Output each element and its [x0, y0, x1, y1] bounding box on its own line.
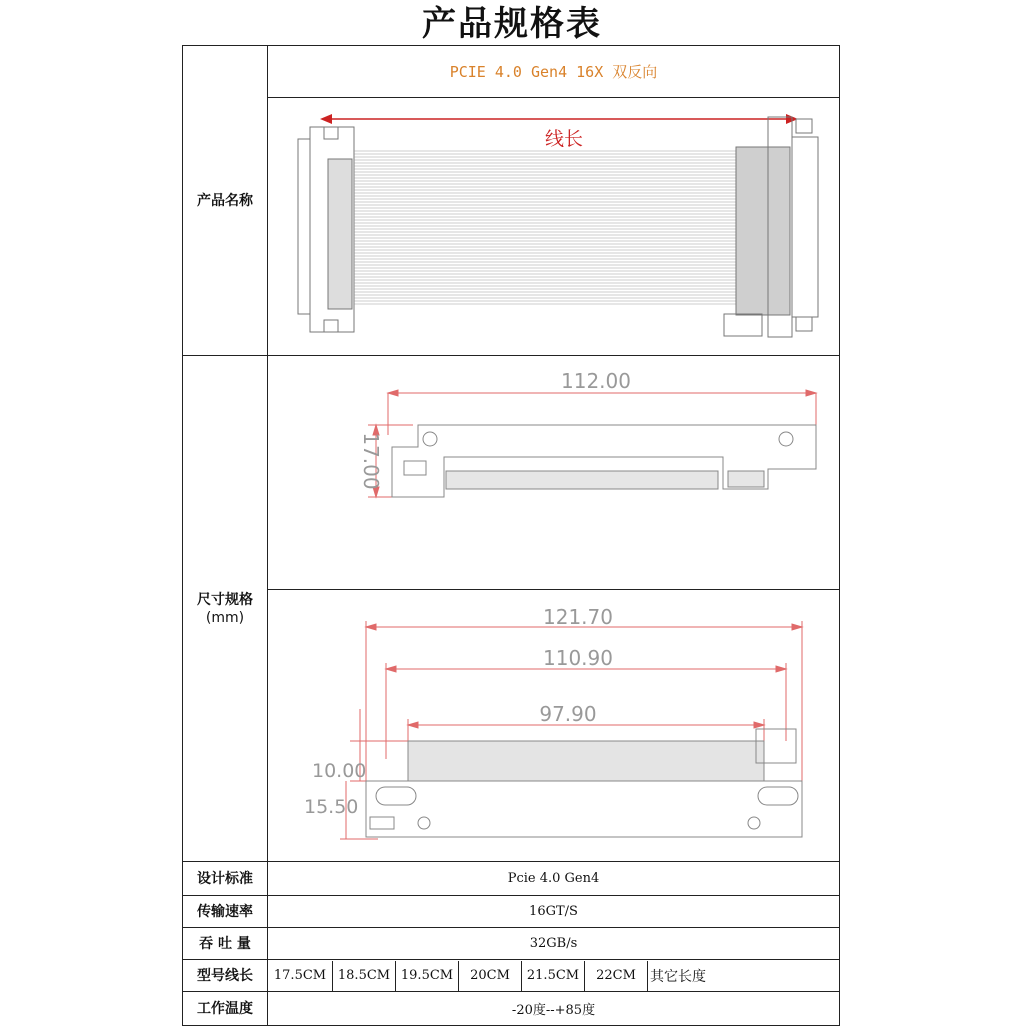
bottom-dimension-drawing	[268, 591, 840, 861]
product-name-value: PCIE 4.0 Gen4 16X 双反向	[268, 46, 840, 98]
throughput-label: 吞 吐 量	[183, 928, 268, 960]
product-name-label: 产品名称	[183, 46, 268, 356]
pcb-card-bottom	[366, 729, 802, 837]
width-dimension: 112.00	[561, 368, 631, 393]
model-length: 20CM	[459, 961, 522, 991]
page-title: 产品规格表	[422, 4, 602, 44]
left-connector	[298, 127, 354, 332]
slot-width-dimension: 97.90	[539, 701, 597, 726]
height-dimension: 17.00	[359, 431, 383, 490]
model-length: 18.5CM	[333, 961, 396, 991]
standard-label: 设计标准	[183, 862, 268, 896]
speed-value: 16GT/S	[268, 896, 840, 928]
model-length: 22CM	[585, 961, 648, 991]
cable-drawing	[268, 99, 840, 355]
model-other-length: 其它长度	[650, 968, 706, 985]
temperature-value: -20度--+85度	[268, 992, 840, 1026]
upper-height-dimension: 10.00	[312, 759, 367, 782]
dimensions-label: 尺寸规格 (mm)	[183, 356, 268, 862]
cable-length-label: 线长	[544, 127, 584, 150]
model-lengths	[268, 961, 839, 991]
models-cell	[268, 960, 840, 992]
spec-table	[182, 45, 840, 1026]
speed-label: 传输速率	[183, 896, 268, 928]
throughput-value: 32GB/s	[268, 928, 840, 960]
bottom-drawing-cell	[268, 590, 840, 862]
middle-width-dimension: 110.90	[543, 645, 613, 670]
model-length: 19.5CM	[396, 961, 459, 991]
temperature-label: 工作温度	[183, 992, 268, 1026]
model-length: 21.5CM	[522, 961, 585, 991]
models-label: 型号线长	[183, 960, 268, 992]
lower-height-dimension: 15.50	[304, 795, 359, 818]
pcb-card-top	[392, 425, 816, 497]
arrow-left-icon	[320, 114, 332, 124]
standard-value: Pcie 4.0 Gen4	[268, 862, 840, 896]
model-length: 17.5CM	[268, 961, 333, 991]
overall-width-dimension: 121.70	[543, 604, 613, 629]
cable-drawing-cell	[268, 98, 840, 356]
ribbon-cable	[354, 151, 736, 304]
top-drawing-cell	[268, 356, 840, 590]
top-dimension-drawing	[268, 357, 840, 589]
right-connector	[724, 117, 818, 337]
